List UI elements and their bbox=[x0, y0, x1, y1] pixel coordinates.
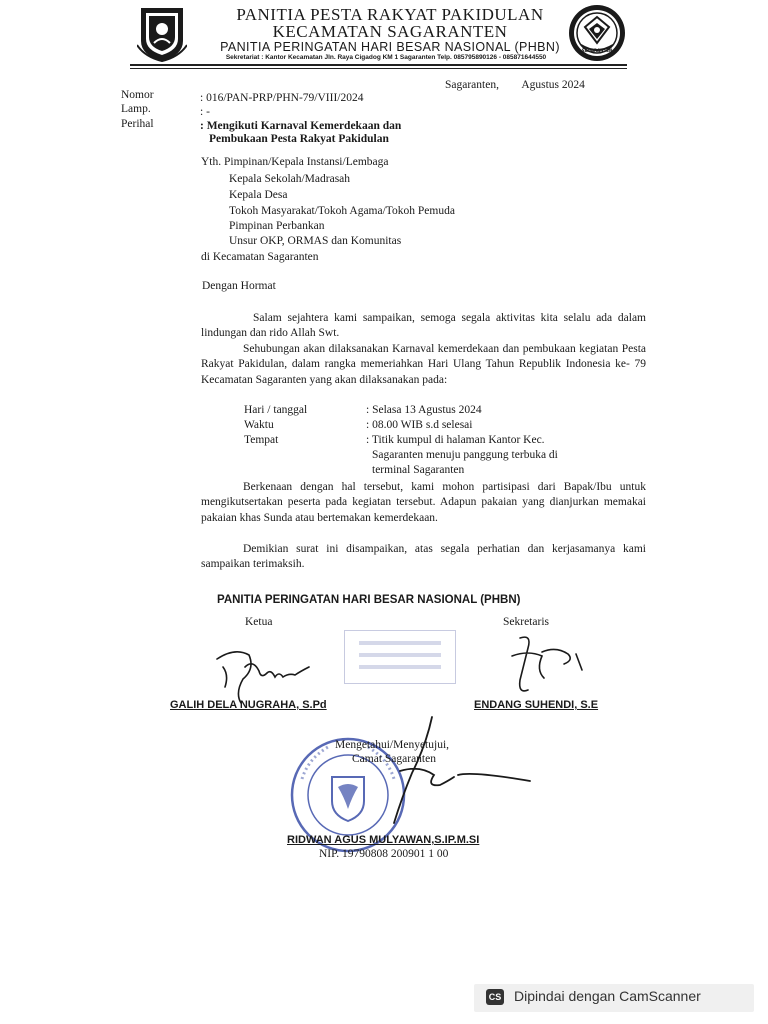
letterhead-subtitle: KECAMATAN SAGARANTEN bbox=[272, 22, 508, 41]
nomor-value: : 016/PAN-PRP/PHN-79/VIII/2024 bbox=[200, 92, 364, 104]
letterhead-committee: PANITIA PERINGATAN HARI BESAR NASIONAL (PHBN) bbox=[220, 40, 560, 54]
lamp-value: : - bbox=[200, 106, 210, 118]
recipient-yth: Yth. Pimpinan/Kepala Instansi/Lembaga bbox=[201, 156, 389, 168]
letterhead-address: Sekretariat : Kantor Kecamatan Jln. Raya Cigadog KM 1 Sagaranten Telp. 085795890126 - 085871644550 bbox=[225, 54, 547, 61]
schedule-time-label: Waktu bbox=[244, 419, 274, 431]
approval-line2: Camat Sagaranten bbox=[352, 753, 436, 765]
place-date: Sagaranten, Agustus 2024 bbox=[445, 79, 585, 91]
camat-name: RIDWAN AGUS MULYAWAN,S.IP.M.SI bbox=[287, 834, 480, 846]
ketua-name: GALIH DELA NUGRAHA, S.Pd bbox=[170, 699, 327, 711]
recipient-item: Kepala Sekolah/Madrasah bbox=[229, 173, 351, 185]
body-paragraph-1: Salam sejahtera kami sampaikan, semoga segala aktivitas kita selalu ada dalam lindungan dan rido Allah Swt. bbox=[201, 312, 646, 340]
perihal-value-line2: Pembukaan Pesta Rakyat Pakidulan bbox=[209, 133, 389, 145]
letterhead-rule bbox=[130, 64, 627, 66]
nomor-label: Nomor bbox=[121, 89, 154, 101]
right-logo-label: SAGARANTEN bbox=[581, 48, 613, 53]
sekretaris-name: ENDANG SUHENDI, S.E bbox=[474, 699, 599, 711]
greeting: Dengan Hormat bbox=[202, 280, 276, 292]
recipient-item: Unsur OKP, ORMAS dan Komunitas bbox=[229, 235, 402, 247]
body-paragraph-3: Berkenaan dengan hal tersebut, kami mohon partisipasi dari Bapak/Ibu untuk mengikutsertakan peserta pada kegiatan tersebut. Adapun pakaian yang dianjurkan memakai pakaian khas Sunda atau bertemakan kemerdekaan. bbox=[201, 481, 646, 524]
schedule-day-value: : Selasa 13 Agustus 2024 bbox=[366, 404, 482, 416]
sagaranten-emblem-icon bbox=[567, 3, 627, 63]
ketua-title: Ketua bbox=[245, 616, 273, 628]
schedule-place-label: Tempat bbox=[244, 434, 279, 446]
sekretaris-signature bbox=[498, 630, 588, 700]
letterhead-title: PANITIA PESTA RAKYAT PAKIDULAN bbox=[236, 5, 544, 24]
perihal-label: Perihal bbox=[121, 118, 154, 130]
camat-signature bbox=[360, 715, 540, 825]
recipient-item: Kepala Desa bbox=[229, 189, 288, 201]
letterhead-rule-thin bbox=[130, 68, 627, 69]
body-paragraph-2: Sehubungan akan dilaksanakan Karnaval kemerdekaan dan pembukaan kegiatan Pesta Rakyat Pakidulan, dalam rangka memeriahkan Hari Ulang Tahun Republik Indonesia ke- 79 Kecamatan Sagaranten yang akan dilaksanakan pada: bbox=[201, 343, 646, 386]
camscanner-icon: CS bbox=[486, 989, 504, 1005]
camscanner-text: Dipindai dengan CamScanner bbox=[514, 988, 701, 1004]
schedule-place-value: Sagaranten menuju panggung terbuka di bbox=[372, 449, 558, 461]
recipient-location: di Kecamatan Sagaranten bbox=[201, 251, 319, 263]
schedule-time-value: : 08.00 WIB s.d selesai bbox=[366, 419, 473, 431]
schedule-place-value: terminal Sagaranten bbox=[372, 464, 465, 476]
lamp-label: Lamp. bbox=[121, 103, 151, 115]
ketua-signature bbox=[205, 645, 325, 705]
schedule-day-label: Hari / tanggal bbox=[244, 404, 308, 416]
perihal-value-line1: : Mengikuti Karnaval Kemerdekaan dan bbox=[200, 120, 402, 132]
committee-heading: PANITIA PERINGATAN HARI BESAR NASIONAL (PHBN) bbox=[217, 594, 521, 606]
sekretaris-title: Sekretaris bbox=[503, 616, 549, 628]
camat-nip: NIP. 19790808 200901 1 00 bbox=[319, 848, 449, 860]
approval-line1: Mengetahui/Menyetujui, bbox=[335, 739, 450, 751]
schedule-place-value: : Titik kumpul di halaman Kantor Kec. bbox=[366, 434, 545, 446]
recipient-item: Tokoh Masyarakat/Tokoh Agama/Tokoh Pemuda bbox=[229, 205, 455, 217]
faded-stamp bbox=[344, 630, 456, 684]
recipient-item: Pimpinan Perbankan bbox=[229, 220, 325, 232]
body-paragraph-4: Demikian surat ini disampaikan, atas segala perhatian dan kerjasamanya kami sampaikan terimaksih. bbox=[201, 543, 646, 571]
